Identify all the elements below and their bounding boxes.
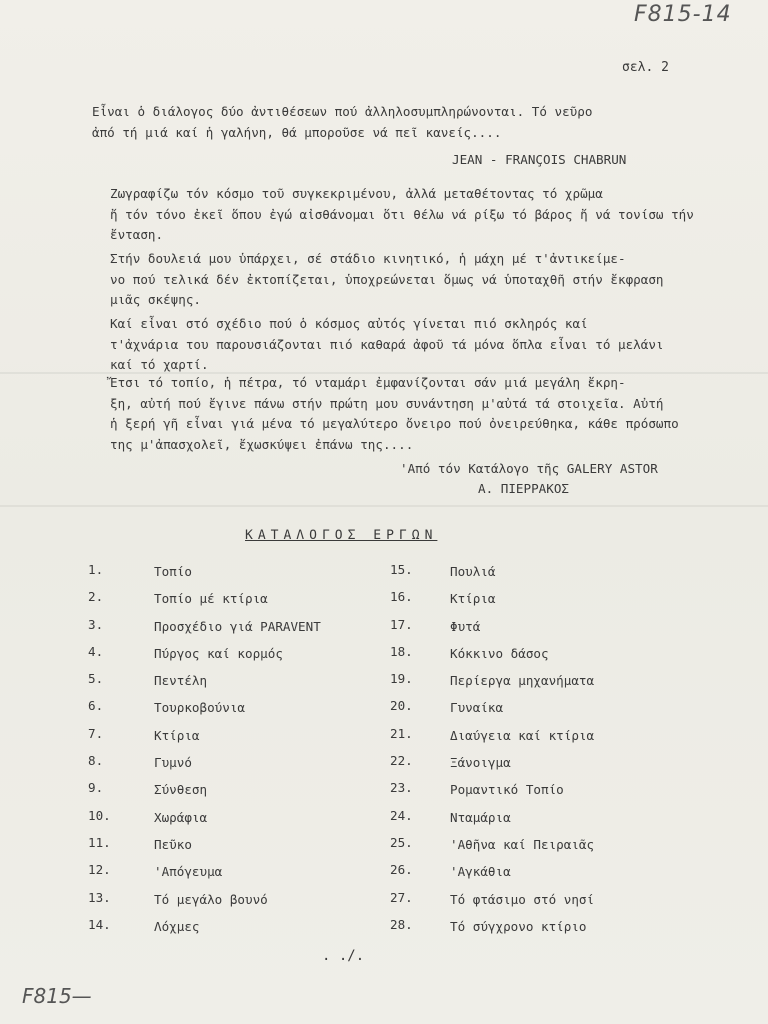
item-title: Τουρκοβούνια bbox=[154, 700, 245, 716]
item-number: 18. bbox=[390, 643, 413, 659]
item-number: 1. bbox=[88, 562, 104, 577]
item-title: Τό μεγάλο βουνό bbox=[154, 891, 268, 907]
item-title: Τό σύγχρονο κτίριο bbox=[450, 918, 587, 934]
item-title: Τοπίο bbox=[154, 564, 192, 579]
item-number: 24. bbox=[390, 807, 413, 823]
item-number: 28. bbox=[390, 916, 413, 932]
item-number: 13. bbox=[88, 889, 111, 905]
paragraph-1: Εἶναι ὁ διάλογος δύο ἀντιθέσεων πού ἀλληλοσυμπληρώνονται. Τό νεῦρο ἀπό τή μιά καί ἡ γαλήνη, θά μποροῦσε νά πεῖ κανείς.... bbox=[92, 104, 593, 140]
paragraph-2: Ζωγραφίζω τόν κόσμο τοῦ συγκεκριμένου, ἀλλά μεταθέτοντας τό χρῶμα ἤ τόν τόνο ἐκεῖ ὅπου ἐγώ αἰσθάνομαι ὅτι θέλω νά ρίξω τό βάρος ἤ νά τονίσω τήν ἔνταση. bbox=[110, 186, 694, 242]
item-title: Φυτά bbox=[450, 618, 481, 634]
item-number: 14. bbox=[88, 916, 111, 932]
handwritten-reference-bottom: F815— bbox=[22, 984, 92, 1008]
paragraph-5: Ἔτσι τό τοπίο, ἡ πέτρα, τό νταμάρι ἐμφανίζονται σάν μιά μεγάλη ἔκρη- ξη, αὐτή πού ἔγινε πάνω στήν πρώτη μου συνάντηση μ'αὐτά τά στοιχεῖα. Αὐτή ἡ ξερή γῆ εἶναι γιά μένα τό μεγαλύτερο ὄνειρο πού ὀνειρεύθηκα, κάθε πρόσωπο της μ'ἀπασχολεῖ, ἔχωσκύψει ἐπάνω της.... bbox=[110, 375, 679, 452]
item-title: Γυναίκα bbox=[450, 700, 504, 716]
source-author: Α. ΠΙΕΡΡΑΚΟΣ bbox=[478, 481, 569, 496]
item-title: Διαύγεια καί κτίρια bbox=[450, 727, 595, 743]
item-title: Τοπίο μέ κτίρια bbox=[154, 591, 268, 607]
item-number: 23. bbox=[390, 780, 413, 796]
item-number: 16. bbox=[390, 589, 413, 605]
item-number: 21. bbox=[390, 725, 413, 741]
item-title: 'Απόγευμα bbox=[154, 864, 223, 880]
item-title: Πεντέλη bbox=[154, 673, 208, 689]
item-title: Νταμάρια bbox=[450, 809, 511, 825]
paragraph-4: Καί εἶναι στό σχέδιο πού ὁ κόσμος αὐτός γίνεται πιό σκληρός καί τ'ἀχνάρια του παρουσιάζονται πιό καθαρά ἀφοῦ τά μόνα ὅπλα εἶναι τό μελάνι καί τό χαρτί. bbox=[110, 316, 664, 372]
item-number: 9. bbox=[88, 780, 104, 796]
item-title: Πύργος καί κορμός bbox=[154, 645, 283, 661]
item-title: Πουλιά bbox=[450, 564, 496, 579]
page-number: σελ. 2 bbox=[622, 60, 669, 75]
quote-author: JEAN - FRANÇOIS CHABRUN bbox=[452, 152, 627, 167]
item-title: Ξάνοιγμα bbox=[450, 755, 511, 771]
continuation-mark: . ./. bbox=[322, 948, 365, 964]
item-title: Κόκκινο δάσος bbox=[450, 645, 549, 661]
item-number: 15. bbox=[390, 562, 413, 577]
item-title: Προσχέδιο γιά PARAVENT bbox=[154, 618, 321, 634]
item-title: Σύνθεση bbox=[154, 782, 208, 798]
item-number: 22. bbox=[390, 753, 413, 769]
item-number: 10. bbox=[88, 807, 111, 823]
item-number: 17. bbox=[390, 616, 413, 632]
item-number: 27. bbox=[390, 889, 413, 905]
item-number: 25. bbox=[390, 834, 413, 850]
item-title: Λόχμες bbox=[154, 918, 200, 934]
item-title: Πεῦκο bbox=[154, 836, 192, 852]
item-title: Χωράφια bbox=[154, 809, 208, 825]
item-title: Γυμνό bbox=[154, 755, 192, 771]
item-title: Κτίρια bbox=[154, 727, 200, 743]
source-line: 'Από τόν Κατάλογο τῆς GALERY ASTOR bbox=[400, 461, 658, 476]
item-title: Κτίρια bbox=[450, 591, 496, 607]
catalog-title: ΚΑΤΑΛΟΓΟΣ ΕΡΓΩΝ bbox=[245, 528, 438, 543]
item-title: 'Αθῆνα καί Πειραιᾶς bbox=[450, 836, 595, 852]
paper-fold bbox=[0, 505, 768, 507]
item-title: Ρομαντικό Τοπίο bbox=[450, 782, 564, 798]
item-number: 12. bbox=[88, 862, 111, 878]
item-number: 4. bbox=[88, 643, 104, 659]
item-number: 20. bbox=[390, 698, 413, 714]
handwritten-reference-top: F815-14 bbox=[634, 2, 732, 27]
item-number: 26. bbox=[390, 862, 413, 878]
item-number: 19. bbox=[390, 671, 413, 687]
item-number: 3. bbox=[88, 616, 104, 632]
item-number: 6. bbox=[88, 698, 104, 714]
item-number: 11. bbox=[88, 834, 111, 850]
paragraph-3: Στήν δουλειά μου ὑπάρχει, σέ στάδιο κινητικό, ἡ μάχη μέ τ'ἀντικείμε- νο πού τελικά δέν ἐκτοπίζεται, ὑποχρεώνεται ὅμως νά ὑποταχθῆ στήν ἔκφραση μιᾶς σκέψης. bbox=[110, 251, 664, 307]
item-number: 5. bbox=[88, 671, 104, 687]
item-title: 'Αγκάθια bbox=[450, 864, 511, 880]
item-title: Περίεργα μηχανήματα bbox=[450, 673, 595, 689]
item-number: 2. bbox=[88, 589, 104, 605]
item-number: 7. bbox=[88, 725, 104, 741]
item-number: 8. bbox=[88, 753, 104, 769]
item-title: Τό φτάσιμο στό νησί bbox=[450, 891, 595, 907]
